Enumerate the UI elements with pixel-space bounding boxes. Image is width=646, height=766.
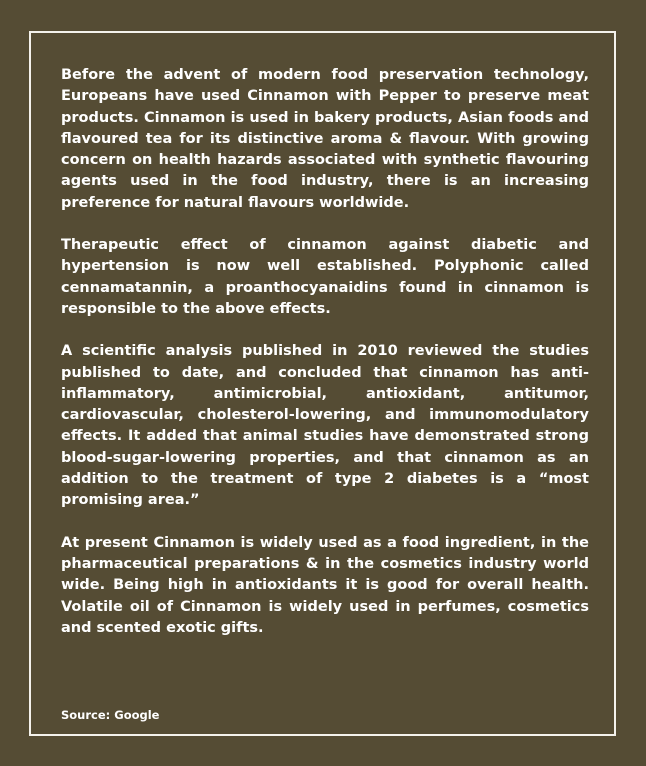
source-credit: Source: Google (61, 708, 160, 722)
paragraph-therapeutic: Therapeutic effect of cinnamon against diabetic and hypertension is now well established. Polyphonic called cennamatannin, a proanthocyanaidins found in cinnamon is responsible to the above effects. (61, 237, 589, 317)
content-frame (29, 31, 616, 736)
paragraph-scientific-analysis: A scientific analysis published in 2010 reviewed the studies published to date, and concluded that cinnamon has anti-inflammatory, antimicrobial, antioxidant, antitumor, cardiovascular, cholesterol-lowering, and immunomodulatory effects. It added that animal studies have demonstrated strong blood-sugar-lowering properties, and that cinnamon as an addition to the treatment of type 2 diabetes is a “most promising area.” (61, 343, 589, 509)
paragraph-present-use: At present Cinnamon is widely used as a food ingredient, in the pharmaceutical preparations & in the cosmetics industry world wide. Being high in antioxidants it is good for overall health. Volatile oil of Cinnamon is widely used in perfumes, cosmetics and scented exotic gifts. (61, 534, 589, 636)
paragraph-preservation: Before the advent of modern food preservation technology, Europeans have used Cinnamon with Pepper to preserve meat products. Cinnamon is used in bakery products, Asian foods and flavoured tea for its distinctive aroma & flavour. With growing concern on health hazards associated with synthetic flavouring agents used in the food industry, there is an increasing preference for natural flavours worldwide. (61, 67, 589, 211)
article-body (61, 65, 589, 660)
